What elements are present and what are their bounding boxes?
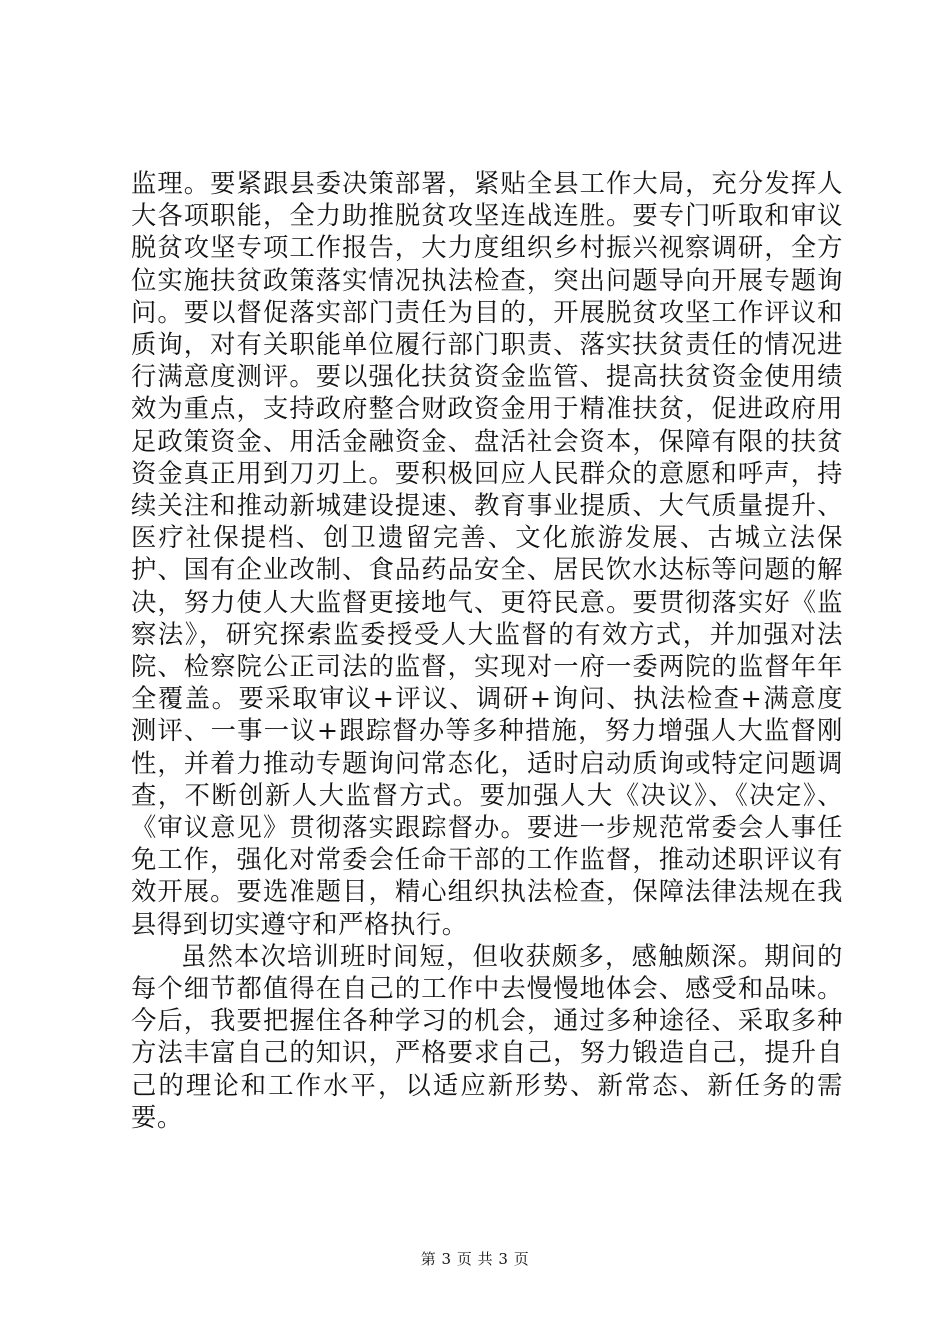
- paragraph-continuation: 监理。要紧跟县委决策部署，紧贴全县工作大局，充分发挥人大各项职能，全力助推脱贫攻坚连战连胜。要专门听取和审议脱贫攻坚专项工作报告，大力度组织乡村振兴视察调研，全方位实施扶贫政策落实情况执法检查，突出问题导向开展专题询问。要以督促落实部门责任为目的，开展脱贫攻坚工作评议和质询，对有关职能单位履行部门职责、落实扶贫责任的情况进行满意度测评。要以强化扶贫资金监管、提高扶贫资金使用绩效为重点，支持政府整合财政资金用于精准扶贫，促进政府用足政策资金、用活金融资金、盘活社会资本，保障有限的扶贫资金真正用到刀刃上。要积极回应人民群众的意愿和呼声，持续关注和推动新城建设提速、教育事业提质、大气质量提升、医疗社保提档、创卫遗留完善、文化旅游发展、古城立法保护、国有企业改制、食品药品安全、居民饮水达标等问题的解决，努力使人大监督更接地气、更符民意。要贯彻落实好《监察法》，研究探索监委授受人大监督的有效方式，并加强对法院、检察院公正司法的监督，实现对一府一委两院的监督年年全覆盖。要采取审议+评议、调研+询问、执法检查+满意度测评、一事一议+跟踪督办等多种措施，努力增强人大监督刚性，并着力推动专题询问常态化，适时启动质询或特定问题调查，不断创新人大监督方式。要加强人大《决议》、《决定》、《审议意见》贯彻落实跟踪督办。要进一步规范常委会人事任免工作，强化对常委会任命干部的工作监督，推动述职评议有效开展。要选准题目，精心组织执法检查，保障法律法规在我县得到切实遵守和严格执行。: [131, 169, 843, 939]
- document-body: [131, 168, 843, 1134]
- page-number-footer: 第 3 页 共 3 页: [420, 1250, 530, 1268]
- paragraph-conclusion: 虽然本次培训班时间短，但收获颇多，感触颇深。期间的每个细节都值得在自己的工作中去慢慢地体会、感受和品味。今后，我要把握住各种学习的机会，通过多种途径、采取多种方法丰富自己的知识，严格要求自己，努力锻造自己，提升自己的理论和工作水平，以适应新形势、新常态、新任务的需要。: [131, 941, 843, 1132]
